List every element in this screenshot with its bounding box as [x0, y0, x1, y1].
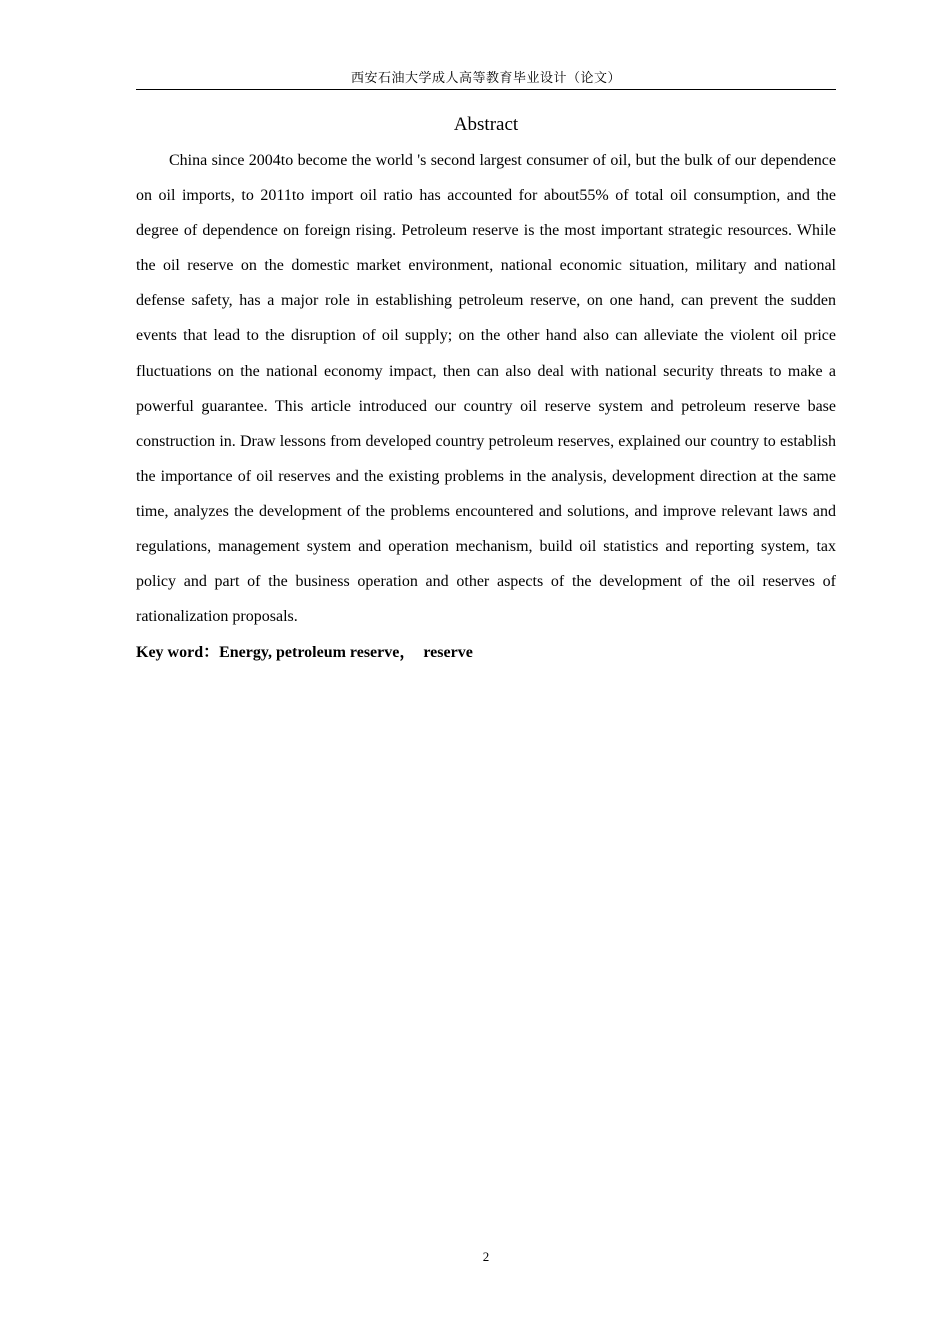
page-number: 2	[482, 1249, 490, 1264]
keywords-line	[136, 636, 836, 669]
abstract-body: China since 2004to become the world 's second largest consumer of oil, but the bulk of our dependence on oil imports, to 2011to import oil ratio has accounted for about55% of total oil consumption, and the degree of dependence on foreign rising. Petroleum reserve is the most important strategic resources. While the oil reserve on the domestic market environment, national economic situation, military and national defense safety, has a major role in establishing petroleum reserve, on one hand, can prevent the sudden events that lead to the disruption of oil supply; on the other hand also can alleviate the violent oil price fluctuations on the national economy impact, then can also deal with national security threats to make a powerful guarantee. This article introduced our country oil reserve system and petroleum reserve base construction in. Draw lessons from developed country petroleum reserves, explained our country to establish the importance of oil reserves and the existing problems in the analysis, development direction at the same time, analyzes the development of the problems encountered and solutions, and improve relevant laws and regulations, management system and operation mechanism, build oil statistics and reporting system, tax policy and part of the business operation and other aspects of the development of the oil reserves of rationalization proposals.	[136, 152, 836, 626]
keywords-text: Energy, petroleum reserve， reserve	[219, 644, 473, 661]
keywords-label: Key word：	[136, 644, 220, 661]
page-header: 西安石油大学成人高等教育毕业设计（论文）	[136, 68, 836, 90]
abstract-heading: Abstract	[453, 114, 519, 135]
